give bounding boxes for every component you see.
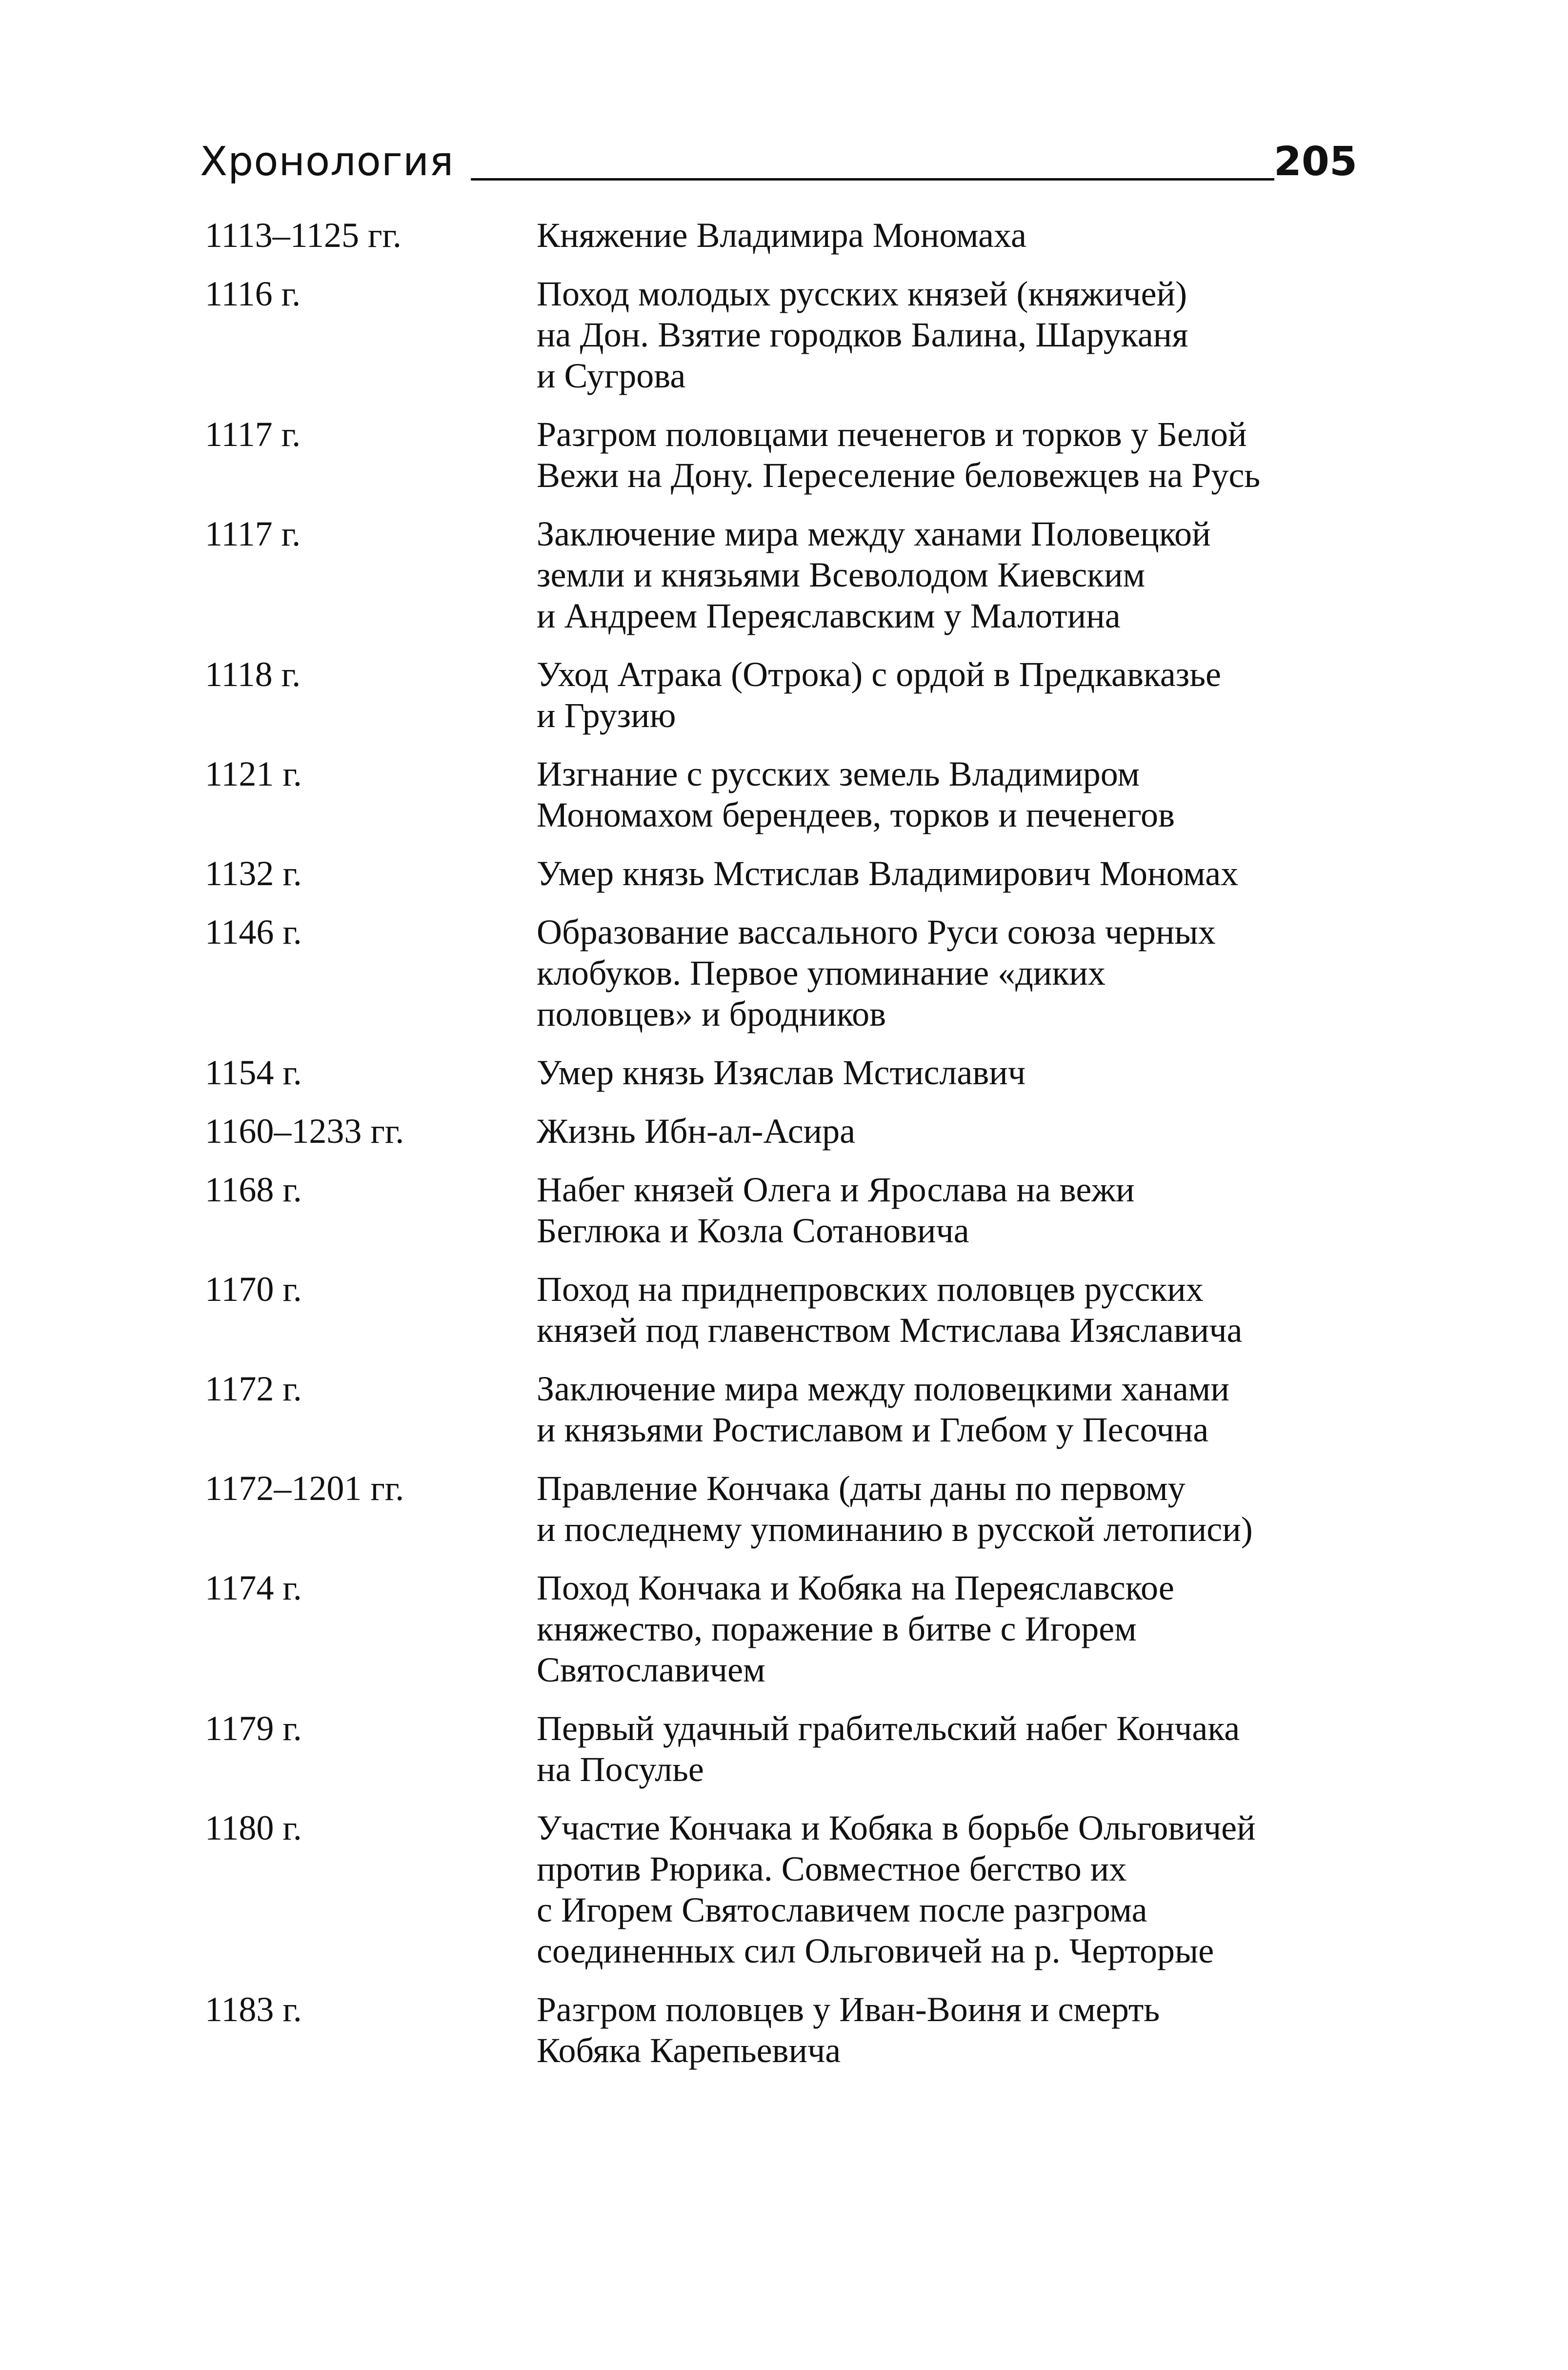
chronology-entry: [205, 912, 1356, 1034]
chronology-entry: [205, 1111, 1356, 1152]
entry-date: 1113–1125 гг.: [205, 216, 402, 255]
entry-description: [537, 1269, 1356, 1351]
entry-date: 1118 г.: [205, 655, 301, 694]
entry-description: [537, 654, 1356, 736]
page-header: [200, 138, 1357, 191]
entry-date: 1168 г.: [205, 1170, 302, 1209]
entry-date: 1172 г.: [205, 1369, 302, 1408]
entry-description: [537, 513, 1356, 636]
entry-line: Княжение Владимира Мономаха: [537, 216, 1026, 255]
entry-line: Правление Кончака (даты даны по первому: [537, 1469, 1186, 1508]
entry-description: [537, 1989, 1356, 2071]
chronology-entry: [205, 1169, 1356, 1251]
entry-description: [537, 1111, 1356, 1152]
entry-description: [537, 1567, 1356, 1690]
chronology-entry: [205, 1567, 1356, 1690]
entry-line: Умер князь Изяслав Мстиславич: [537, 1053, 1026, 1092]
entry-line: Мономахом берендеев, торков и печенегов: [537, 795, 1175, 834]
entry-description: [537, 1169, 1356, 1251]
chronology-entry: [205, 414, 1356, 496]
chronology-entry: [205, 1807, 1356, 1971]
entry-date: 1172–1201 гг.: [205, 1469, 404, 1508]
entry-line: Умер князь Мстислав Владимирович Мономах: [537, 854, 1239, 893]
entry-date: 1160–1233 гг.: [205, 1112, 404, 1151]
entry-line: на Посулье: [537, 1750, 704, 1789]
entry-date: 1132 г.: [205, 854, 302, 893]
entry-date: 1146 г.: [205, 912, 302, 952]
entry-line: Уход Атрака (Отрока) с ордой в Предкавказье: [537, 655, 1222, 694]
entry-line: Беглюка и Козла Сотановича: [537, 1211, 969, 1250]
entry-date: 1116 г.: [205, 274, 301, 313]
entry-line: Заключение мира между половецкими ханами: [537, 1369, 1229, 1408]
entry-line: Набег князей Олега и Ярослава на вежи: [537, 1170, 1135, 1209]
entry-line: Заключение мира между ханами Половецкой: [537, 514, 1211, 553]
entry-date: 1154 г.: [205, 1053, 302, 1092]
entry-date: 1170 г.: [205, 1270, 302, 1309]
entry-description: [537, 215, 1356, 256]
entry-line: и Андреем Переяславским у Малотина: [537, 596, 1121, 635]
entry-description: [537, 1368, 1356, 1450]
entry-line: Кобяка Карепьевича: [537, 2031, 841, 2070]
entry-line: Образование вассального Руси союза черных: [537, 912, 1216, 952]
entry-description: [537, 1807, 1356, 1971]
chronology-entry: [205, 1989, 1356, 2071]
chronology-entry: [205, 273, 1356, 396]
chronology-entry: [205, 1368, 1356, 1450]
running-title: Хронология: [200, 139, 454, 185]
chronology-entry: [205, 1468, 1356, 1550]
entry-description: [537, 912, 1356, 1034]
entry-line: Первый удачный грабительский набег Кончака: [537, 1709, 1240, 1748]
entry-description: [537, 753, 1356, 835]
entry-line: Поход Кончака и Кобяка на Переяславское: [537, 1568, 1174, 1607]
entry-date: 1174 г.: [205, 1568, 302, 1607]
chronology-entry: [205, 1269, 1356, 1351]
entry-line: Жизнь Ибн-ал-Асира: [537, 1112, 856, 1151]
entry-line: с Игорем Святославичем после разгрома: [537, 1890, 1147, 1929]
entry-description: [537, 1052, 1356, 1093]
entry-date: 1183 г.: [205, 1990, 302, 2029]
header-rule: [471, 178, 1274, 181]
chronology-entry: [205, 1052, 1356, 1093]
chronology-entry: [205, 753, 1356, 835]
entry-line: Поход на приднепровских половцев русских: [537, 1270, 1204, 1309]
entry-date: 1180 г.: [205, 1808, 302, 1847]
entry-line: соединенных сил Ольговичей на р. Черторые: [537, 1931, 1214, 1970]
entry-line: Разгром половцами печенегов и торков у Белой: [537, 415, 1247, 454]
entry-line: и Сугрова: [537, 356, 686, 395]
entry-date: 1117 г.: [205, 415, 301, 454]
chronology-entry: [205, 513, 1356, 636]
entry-line: на Дон. Взятие городков Балина, Шаруканя: [537, 315, 1188, 354]
entry-line: клобуков. Первое упоминание «диких: [537, 953, 1106, 993]
entry-line: Разгром половцев у Иван-Воиня и смерть: [537, 1990, 1160, 2029]
entry-line: княжество, поражение в битве с Игорем: [537, 1609, 1137, 1648]
entry-line: против Рюрика. Совместное бегство их: [537, 1849, 1127, 1888]
chronology-entry: [205, 215, 1356, 256]
entry-line: земли и князьями Всеволодом Киевским: [537, 555, 1146, 594]
entry-description: [537, 273, 1356, 396]
chronology-list: [205, 215, 1356, 2088]
chronology-entry: [205, 853, 1356, 894]
entry-date: 1179 г.: [205, 1709, 302, 1748]
entry-line: и Грузию: [537, 696, 676, 735]
entry-line: Поход молодых русских князей (княжичей): [537, 274, 1187, 313]
entry-line: Вежи на Дону. Переселение беловежцев на Русь: [537, 456, 1261, 495]
entry-date: 1117 г.: [205, 514, 301, 553]
entry-description: [537, 414, 1356, 496]
entry-date: 1121 г.: [205, 754, 302, 793]
entry-line: Святославичем: [537, 1650, 765, 1689]
entry-line: половцев» и бродников: [537, 994, 886, 1033]
chronology-entry: [205, 1708, 1356, 1790]
entry-description: [537, 1468, 1356, 1550]
page-number: 205: [1273, 139, 1357, 185]
chronology-entry: [205, 654, 1356, 736]
entry-line: Участие Кончака и Кобяка в борьбе Ольговичей: [537, 1808, 1256, 1847]
entry-line: Изгнание с русских земель Владимиром: [537, 754, 1140, 793]
entry-line: и князьями Ростиславом и Глебом у Песочна: [537, 1410, 1209, 1449]
entry-line: и последнему упоминанию в русской летописи): [537, 1510, 1253, 1549]
entry-line: князей под главенством Мстислава Изяславича: [537, 1311, 1243, 1350]
entry-description: [537, 1708, 1356, 1790]
entry-description: [537, 853, 1356, 894]
